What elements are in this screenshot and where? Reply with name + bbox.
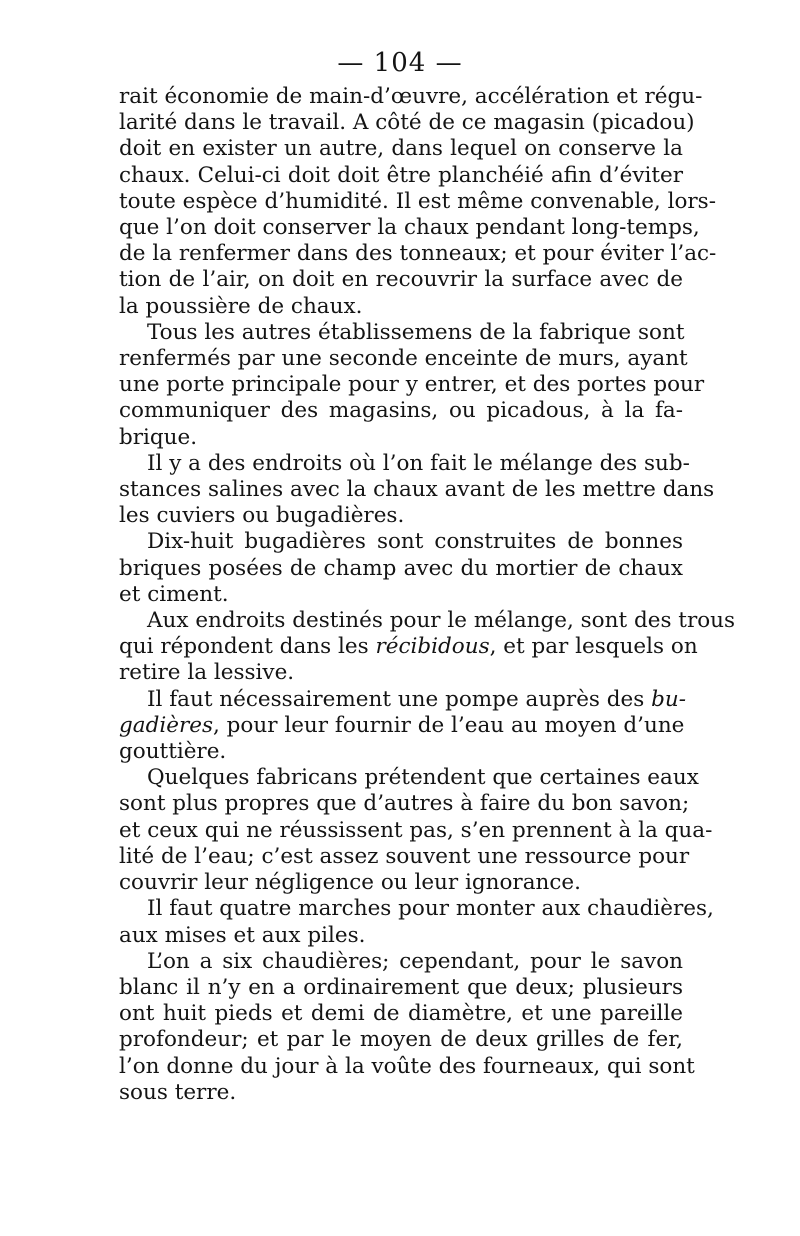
text-line: tion de l’air, on doit en recouvrir la surface avec de	[119, 267, 683, 293]
text-line: couvrir leur négligence ou leur ignorance.	[119, 870, 581, 896]
text-line: retire la lessive.	[119, 660, 295, 686]
text-line: toute espèce d’humidité. Il est même convenable, lors-	[119, 188, 716, 214]
text-line: qui répondent dans les récibidous, et par lesquels on	[119, 634, 698, 660]
text-line: Tous les autres établissemens de la fabrique sont	[147, 319, 685, 345]
text-line: rait économie de main-d’œuvre, accélération et régu-	[119, 84, 703, 109]
text-line: de la renfermer dans des tonneaux; et pour éviter l’ac-	[119, 241, 717, 267]
text-line: l’on donne du jour à la voûte des fourneaux, qui sont	[119, 1053, 695, 1079]
text-line: renfermés par une seconde enceinte de murs, ayant	[119, 346, 688, 372]
text-line: doit en exister un autre, dans lequel on conserve la	[119, 136, 683, 162]
text-line: et ciment.	[119, 581, 229, 607]
text-line: sous terre.	[119, 1079, 237, 1105]
text-line: larité dans le travail. A côté de ce magasin (picadou)	[119, 110, 695, 136]
text-line: et ceux qui ne réussissent pas, s’en prennent à la qua-	[119, 817, 713, 843]
text-line: brique.	[119, 424, 198, 450]
text-line: Il y a des endroits où l’on fait le mélange des sub-	[147, 450, 690, 476]
text-line: stances salines avec la chaux avant de les mettre dans	[119, 477, 715, 503]
text-line: briques posées de champ avec du mortier de chaux	[119, 555, 683, 581]
text-line: une porte principale pour y entrer, et des portes pour	[119, 372, 705, 398]
page-number: — 104 —	[337, 48, 463, 78]
text-line: que l’on doit conserver la chaux pendant long-temps,	[119, 215, 700, 241]
text-line: la poussière de chaux.	[119, 293, 363, 319]
text-line: Il faut nécessairement une pompe auprès des bu-	[147, 686, 687, 712]
text-line: Aux endroits destinés pour le mélange, sont des trous	[147, 608, 736, 634]
italic-term: récibidous	[375, 634, 490, 660]
text-line: aux mises et aux piles.	[119, 922, 366, 948]
text-line: blanc il n’y en a ordinairement que deux; plusieurs	[119, 974, 683, 1000]
italic-term: bu-	[651, 686, 687, 712]
text-line: communiquer des magasins, ou picadous, à la fa-	[119, 398, 683, 424]
text-line: sont plus propres que d’autres à faire du bon savon;	[119, 791, 690, 817]
italic-term: gadières	[119, 712, 213, 738]
text-line: profondeur; et par le moyen de deux grilles de fer,	[119, 1027, 683, 1053]
text-line: gadières, pour leur fournir de l’eau au moyen d’une	[119, 712, 685, 738]
text-line: Quelques fabricans prétendent que certaines eaux	[147, 765, 699, 791]
text-line: ont huit pieds et demi de diamètre, et une pareille	[119, 1001, 683, 1027]
text-line: Dix-huit bugadières sont construites de bonnes	[147, 529, 683, 555]
text-line: L’on a six chaudières; cependant, pour le savon	[147, 948, 683, 974]
text-line: lité de l’eau; c’est assez souvent une ressource pour	[119, 843, 690, 869]
text-line: gouttière.	[119, 739, 227, 765]
text-line: les cuviers ou bugadières.	[119, 503, 405, 529]
body-text	[119, 84, 736, 1106]
text-line: Il faut quatre marches pour monter aux chaudières,	[147, 896, 714, 922]
text-line: chaux. Celui-ci doit doit être planchéié afin d’éviter	[119, 162, 683, 188]
